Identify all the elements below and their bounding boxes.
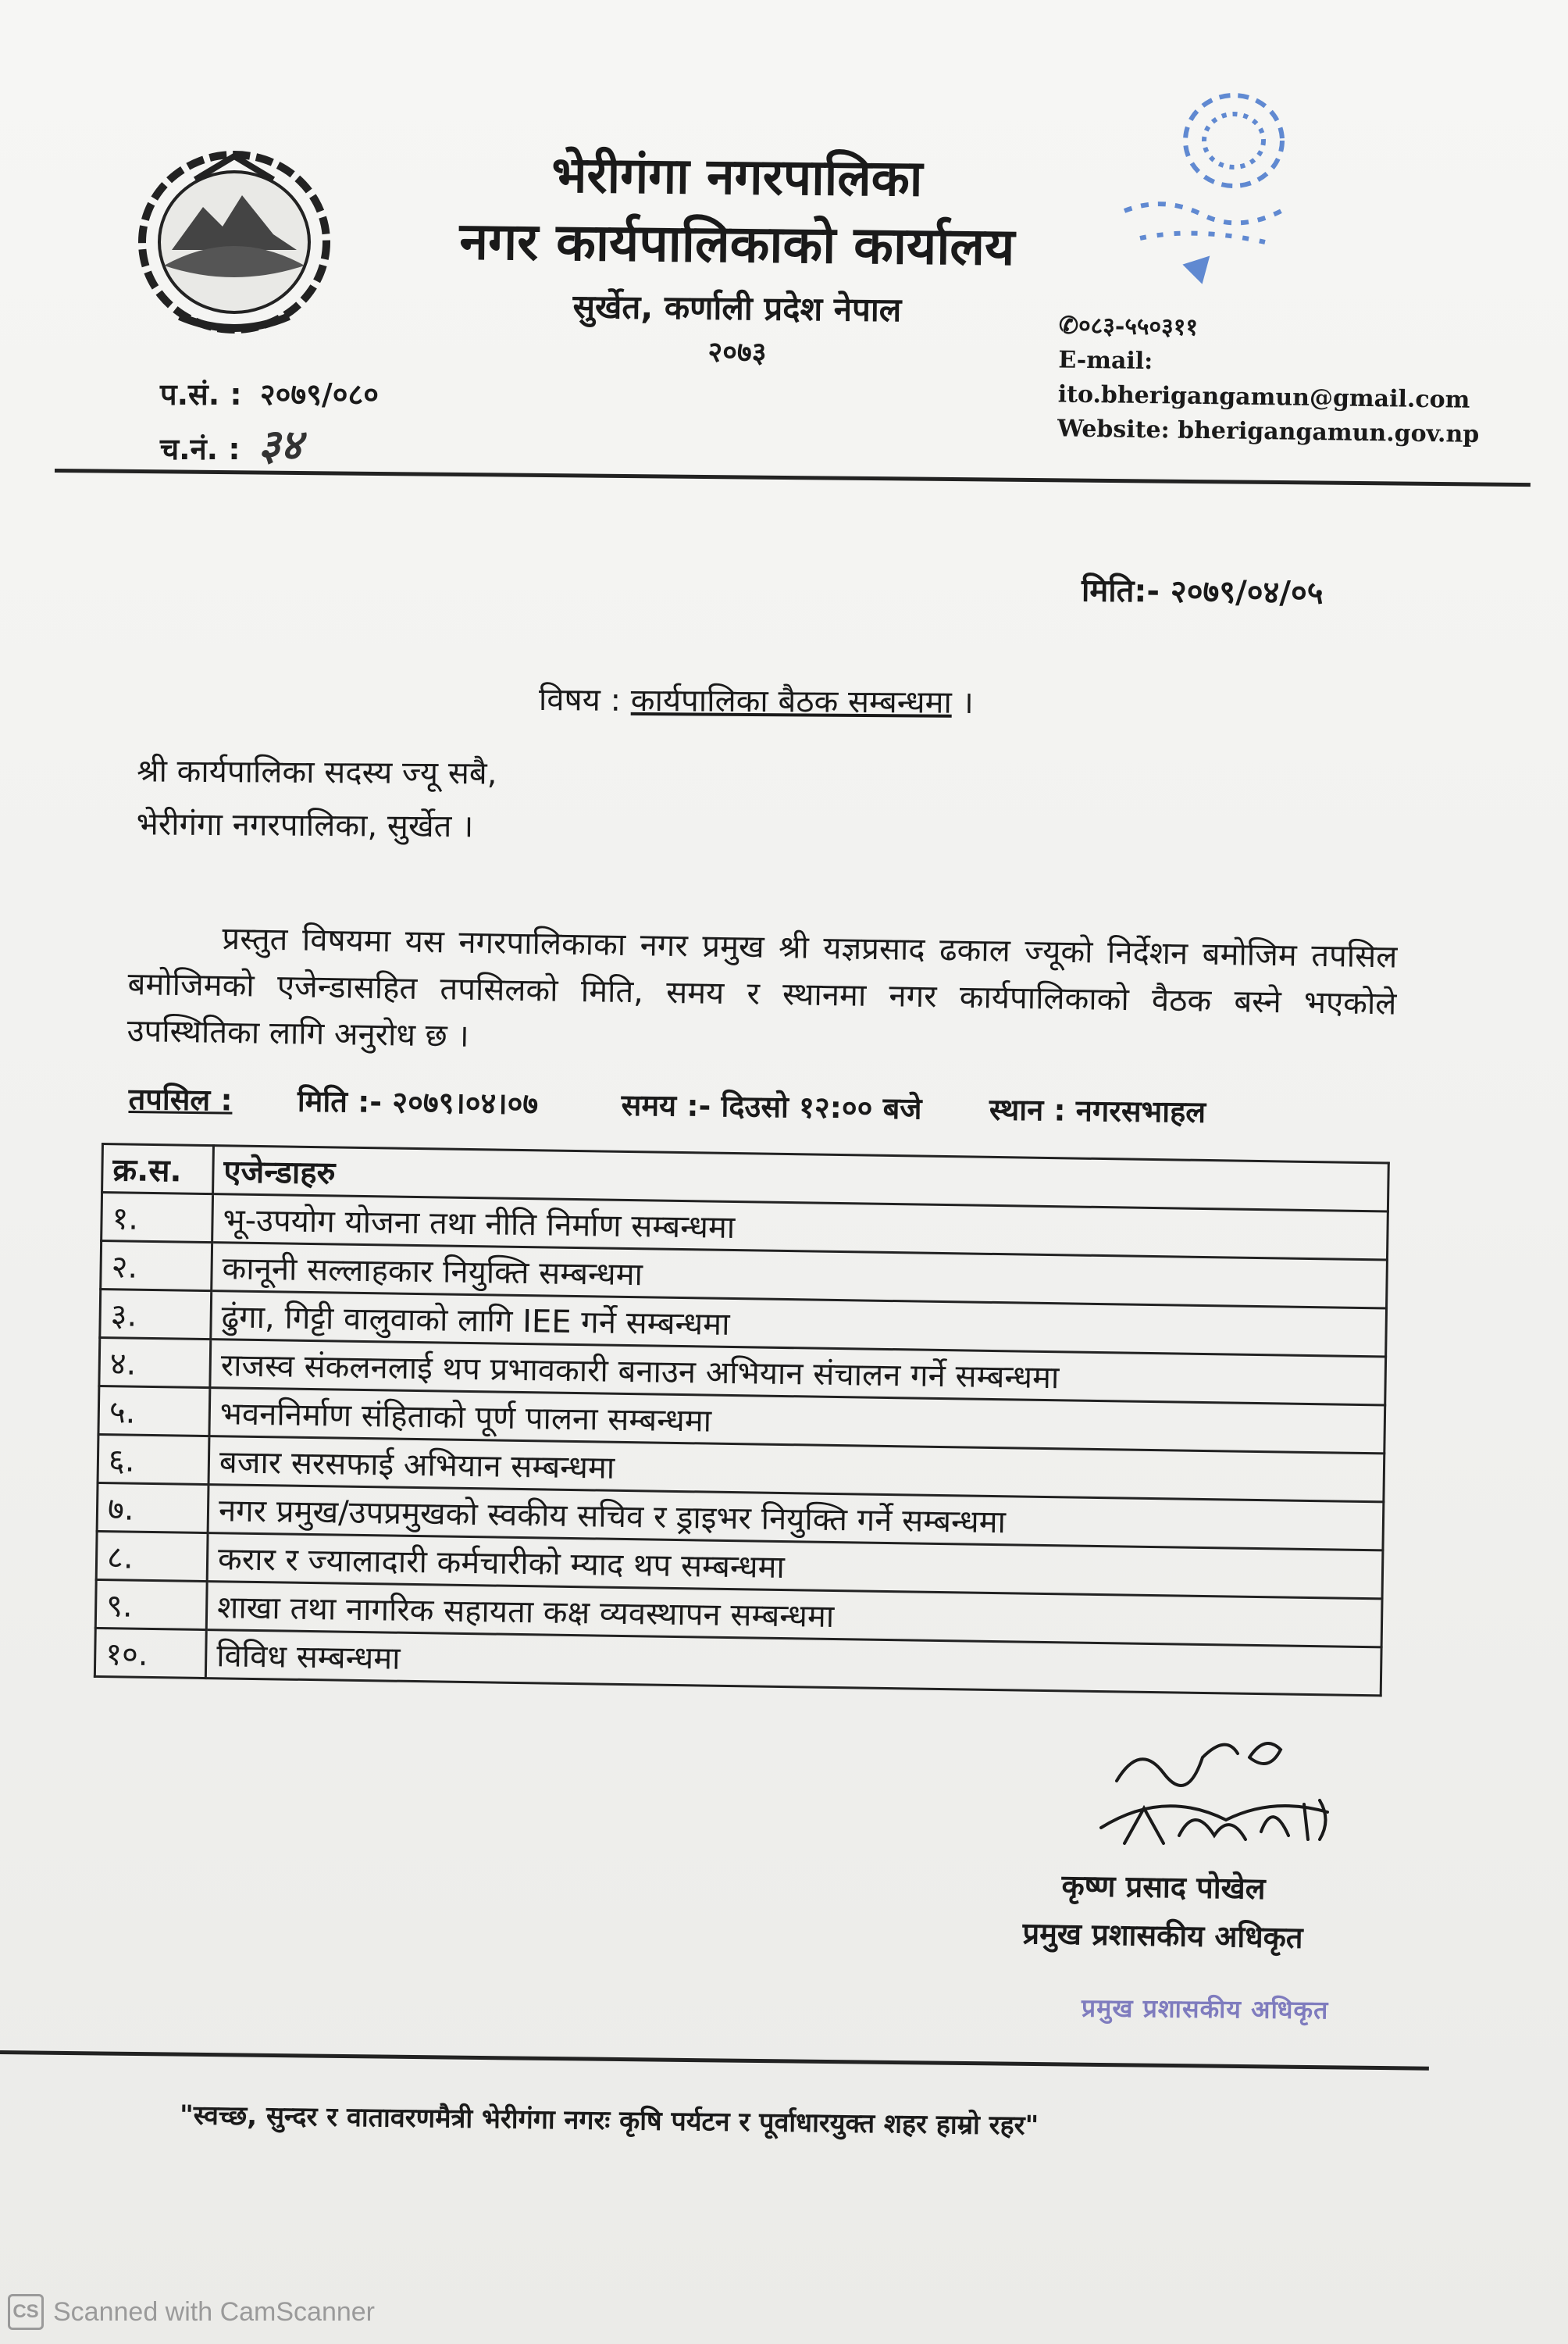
established-year: २०७३ [707, 336, 767, 369]
handwritten-signature [1070, 1726, 1351, 1875]
contact-block [1057, 309, 1568, 453]
agenda-sn: २. [101, 1241, 212, 1291]
subject-text: कार्यपालिका बैठक सम्बन्धमा [630, 682, 952, 721]
subject-end: । [961, 684, 974, 721]
subject-line [539, 676, 974, 722]
agenda-sn: ५. [98, 1386, 210, 1436]
chalani-number [160, 414, 302, 472]
office-name: नगर कार्यपालिकाको कार्यालय [459, 211, 1015, 277]
header-divider [55, 469, 1531, 487]
schedule-label: तपसिल : [128, 1081, 233, 1118]
camscanner-logo-icon: CS [8, 2294, 44, 2330]
agenda-sn: ९. [95, 1579, 207, 1629]
agenda-item: ढुंगा, गिट्टी वालुवाको लागि IEE गर्ने सम्बन्धमा [211, 1291, 1387, 1357]
agenda-item: करार र ज्यालादारी कर्मचारीको म्याद थप सम्बन्धमा [207, 1533, 1383, 1599]
col-header-agenda: एजेन्डाहरु [213, 1146, 1389, 1211]
office-stamp [1109, 78, 1335, 289]
phone-number: ✆०८३-५५०३११ [1058, 312, 1199, 341]
designation-stamp: प्रमुख प्रशासकीय अधिकृत [1081, 1993, 1329, 2025]
office-address: सुर्खेत, कर्णाली प्रदेश नेपाल [572, 287, 902, 330]
signatory-name: कृष्ण प्रसाद पोखेल [1061, 1868, 1266, 1907]
camscanner-watermark [8, 2292, 375, 2332]
agenda-item: विविध सम्बन्धमा [205, 1630, 1381, 1696]
signatory-block [1022, 1861, 1304, 1962]
agenda-sn: ७. [97, 1482, 208, 1532]
agenda-item: कानूनी सल्लाहकार नियुक्ति सम्बन्धमा [212, 1243, 1388, 1308]
website-address: Website: bherigangamun.gov.np [1057, 415, 1480, 448]
agenda-item: बजार सरसफाई अभियान सम्बन्धमा [208, 1436, 1384, 1502]
agenda-item: शाखा तथा नागरिक सहायता कक्ष व्यवस्थापन सम्बन्धमा [206, 1582, 1382, 1647]
agenda-item: राजस्व संकलनलाई थप प्रभावकारी बनाउन अभियान संचालन गर्ने सम्बन्धमा [210, 1340, 1386, 1405]
patra-value: २०७९/०८० [259, 377, 380, 412]
chalani-value: ३४ [258, 419, 302, 469]
org-name: भेरीगंगा नगरपालिका [551, 146, 923, 209]
recipient-line-1: श्री कार्यपालिका सदस्य ज्यू सबै, [137, 753, 497, 792]
letter-date: मिति:- २०७९/०४/०५ [1081, 573, 1324, 612]
recipient-line-2: भेरीगंगा नगरपालिका, सुर्खेत । [136, 806, 474, 845]
chalani-label: च.नं. : [160, 432, 241, 466]
agenda-item: भवननिर्माण संहिताको पूर्ण पालना सम्बन्धमा [209, 1388, 1385, 1454]
footer-divider [0, 2050, 1429, 2071]
schedule-line [128, 1078, 1206, 1132]
col-header-sn: क्र.स. [102, 1144, 214, 1194]
agenda-table [94, 1143, 1390, 1696]
patra-sankhya [160, 373, 379, 414]
schedule-venue: स्थान : नगरसभाहल [989, 1092, 1206, 1129]
agenda-sn: १०. [94, 1628, 206, 1678]
agenda-sn: ४. [99, 1337, 211, 1387]
agenda-item: नगर प्रमुख/उपप्रमुखको स्वकीय सचिव र ड्राइभर नियुक्ति गर्ने सम्बन्धमा [208, 1485, 1384, 1550]
email-address: E-mail: ito.bherigangamun@gmail.com [1057, 346, 1470, 414]
agenda-sn: ६. [98, 1434, 209, 1484]
signatory-title: प्रमुख प्रशासकीय अधिकृत [1022, 1916, 1303, 1955]
letter-body: प्रस्तुत विषयमा यस नगरपालिकाका नगर प्रमुख श्री यज्ञप्रसाद ढकाल ज्यूको निर्देशन बमोजिम तपसिल बमोजिमको एजेन्डासहित तपसिलको मिति, समय र स्थानमा नगर कार्यपालिकाको वैठक बस्ने भएकोले उपस्थितिका लागि अनुरोध छ । [127, 920, 1398, 1054]
agenda-sn: ३. [100, 1290, 212, 1340]
agenda-sn: १. [102, 1193, 213, 1243]
patra-label: प.सं. : [160, 377, 242, 412]
recipient-block [137, 744, 497, 853]
subject-label: विषय : [538, 682, 622, 719]
agenda-item: भू-उपयोग योजना तथा नीति निर्माण सम्बन्धमा [212, 1194, 1388, 1260]
schedule-time: समय :- दिउसो १२:०० बजे [621, 1087, 922, 1126]
municipality-motto: "स्वच्छ, सुन्दर र वातावरणमैत्री भेरीगंगा नगरः कृषि पर्यटन र पूर्वाधारयुक्त शहर हाम्रो रहर" [179, 2100, 1039, 2142]
camscanner-text: Scanned with CamScanner [53, 2296, 376, 2327]
agenda-sn: ८. [96, 1531, 208, 1581]
schedule-date: मिति :- २०७९।०४।०७ [297, 1083, 539, 1122]
